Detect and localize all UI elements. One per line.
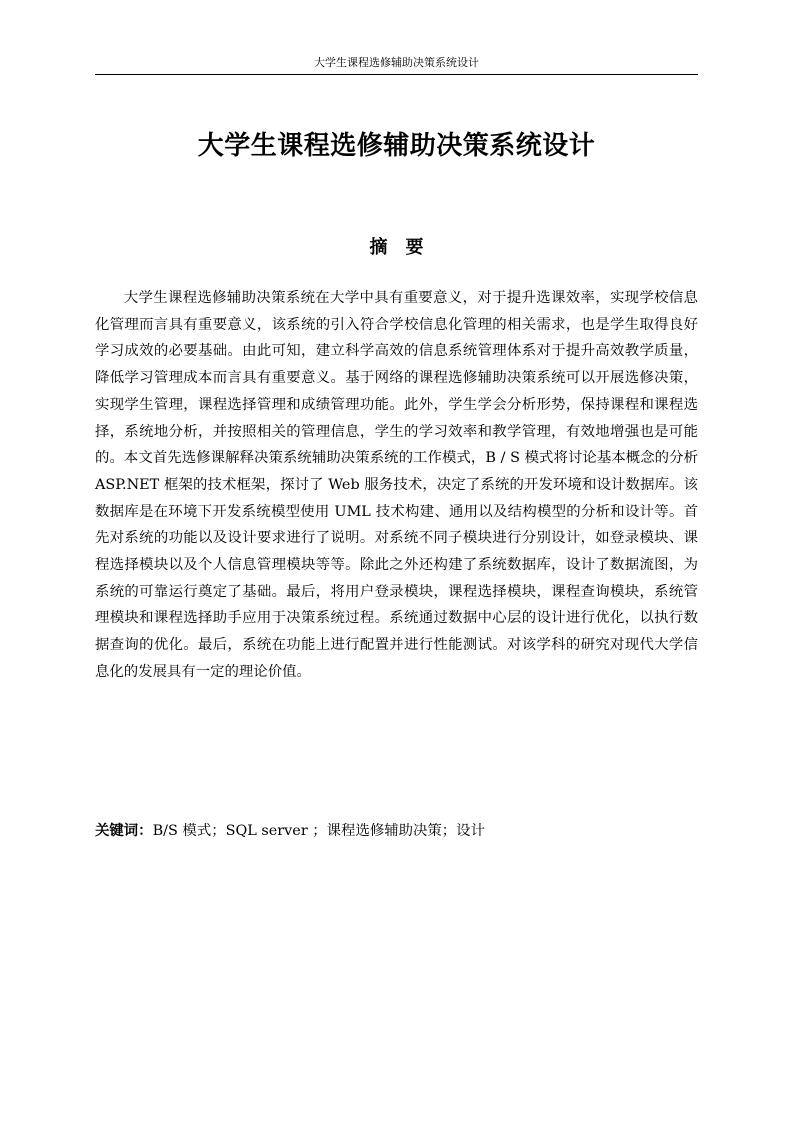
abstract-heading: 摘要 <box>369 237 442 258</box>
keywords-text: B/S 模式；SQL server ；课程选修辅助决策；设计 <box>152 823 485 839</box>
keywords-label: 关键词： <box>95 823 153 839</box>
document-title: 大学生课程选修辅助决策系统设计 <box>197 131 596 161</box>
running-header: 大学生课程选修辅助决策系统设计 <box>314 56 479 69</box>
keywords-line <box>95 818 698 844</box>
header-rule <box>95 74 698 75</box>
abstract-body: 大学生课程选修辅助决策系统在大学中具有重要意义，对于提升选课效率，实现学校信息化管理而言具有重要意义，该系统的引入符合学校信息化管理的相关需求，也是学生取得良好学习成效的必要基础。由此可知，建立科学高效的信息系统管理体系对于提升高效教学质量，降低学习管理成本而言具有重要意义。基于网络的课程选修辅助决策系统可以开展选修决策，实现学生管理，课程选择管理和成绩管理功能。此外，学生学会分析形势，保持课程和课程选择，系统地分析，并按照相关的管理信息，学生的学习效率和教学管理，有效地增强也是可能的。本文首先选修课解释决策系统辅助决策系统的工作模式，B / S 模式将讨论基本概念的分析 ASP.NET 框架的技术框架，探讨了 Web 服务技术，决定了系统的开发环境和设计数据库。该数据库是在环境下开发系统模型使用 UML 技术构建、通用以及结构模型的分析和设计等。首先对系统的功能以及设计要求进行了说明。对系统不同子模块进行分别设计，如登录模块、课程选择模块以及个人信息管理模块等等。除此之外还构建了系统数据库，设计了数据流图，为系统的可靠运行奠定了基础。最后，将用户登录模块，课程选择模块，课程查询模块，系统管理模块和课程选择助手应用于决策系统过程。系统通过数据中心层的设计进行优化，以执行数据查询的优化。最后，系统在功能上进行配置并进行性能测试。对该学科的研究对现代大学信息化的发展具有一定的理论价值。 <box>95 290 698 680</box>
